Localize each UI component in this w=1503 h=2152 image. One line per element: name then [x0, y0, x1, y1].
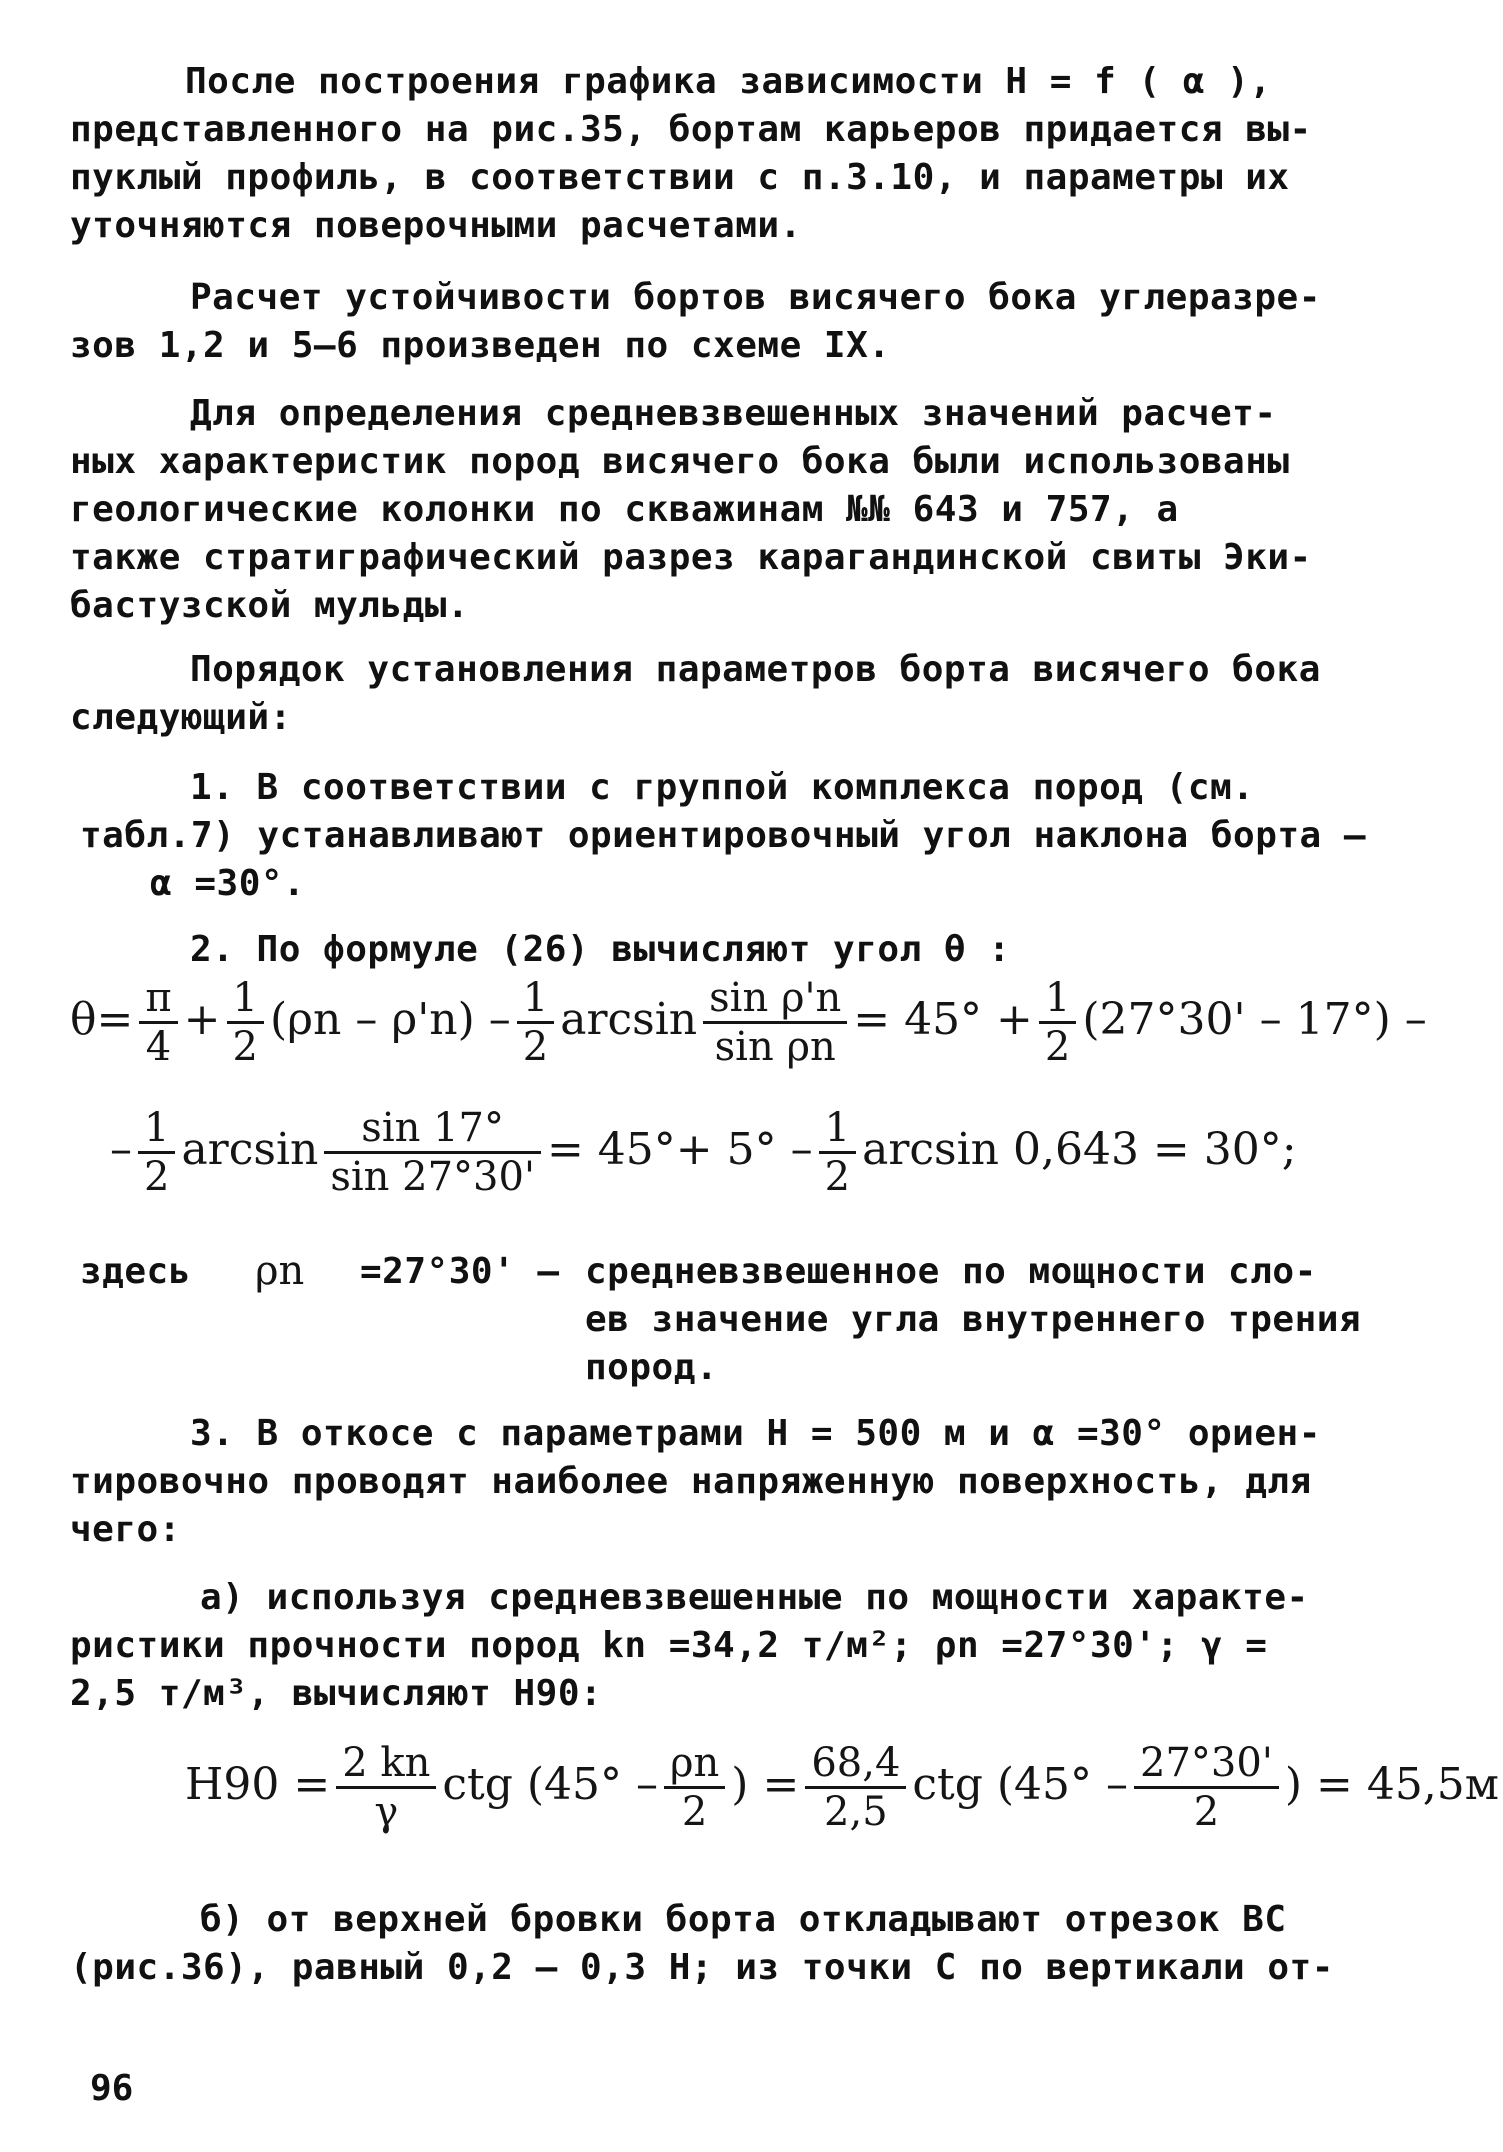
formula-h90: [185, 1740, 1499, 1835]
para2-line2: зов 1,2 и 5–6 произведен по схеме IX.: [70, 325, 891, 366]
formula1-arcsin: arcsin: [560, 994, 698, 1045]
step3b-line2: (рис.36), равный 0,2 – 0,3 H; из точки C по вертикали от-: [70, 1947, 1334, 1988]
step1-line1: 1. В соответствии с группой комплекса пород (см.: [190, 767, 1255, 808]
formula3-ctg1: ctg (45° –: [442, 1759, 659, 1810]
fraction-numerator: 27°30': [1140, 1740, 1273, 1786]
formula2-tail: arcsin 0,643 = 30°;: [862, 1124, 1297, 1175]
step1-line2: табл.7) устанавливают ориентировочный угол наклона борта –: [80, 815, 1367, 856]
formula1-lhs: θ=: [70, 994, 134, 1045]
para4-line1: Порядок установления параметров борта висячего бока: [190, 649, 1321, 690]
formula2-arcsin: arcsin: [181, 1124, 319, 1175]
formula2-minus: –: [110, 1124, 132, 1175]
fraction-denominator: sin ρn: [703, 1021, 847, 1070]
fraction-numerator: 1: [144, 1105, 170, 1151]
fraction-half: [138, 1105, 175, 1200]
fraction-numerator: 1: [522, 975, 549, 1021]
step2-intro: 2. По формуле (26) вычисляют угол θ :: [190, 929, 1011, 970]
para3-line3: геологические колонки по скважинам №№ 643 и 757, а: [70, 489, 1179, 530]
fraction-denominator: 2: [664, 1786, 725, 1835]
formula-theta-continued: [110, 1105, 1297, 1200]
here-desc-line1: средневзвешенное по мощности сло-: [585, 1251, 1317, 1292]
step3a-line2: ристики прочности пород kn =34,2 т/м²; ρn =27°30'; γ =: [70, 1625, 1268, 1666]
fraction-68-4: [805, 1740, 906, 1835]
para3-line4: также стратиграфический разрез карагандинской свиты Эки-: [70, 537, 1312, 578]
fraction-half: [819, 1105, 856, 1200]
page-number: 96: [90, 2068, 134, 2109]
fraction-pi-4: [139, 975, 177, 1070]
here-desc-line3: пород.: [585, 1347, 719, 1388]
fraction-denominator: 2,5: [805, 1786, 906, 1835]
fraction-numerator: sin ρ'n: [709, 975, 842, 1021]
para3-line2: ных характеристик пород висячего бока были использованы: [70, 441, 1290, 482]
para3-line5: бастузской мульды.: [70, 585, 470, 626]
para1-line1: После построения графика зависимости H = f ( α ),: [185, 61, 1272, 102]
fraction-angle-half: [1134, 1740, 1279, 1835]
para4-line2: следующий:: [70, 697, 292, 738]
step3a-line1: а) используя средневзвешенные по мощности характе-: [200, 1577, 1309, 1618]
formula1-plus: +: [183, 994, 221, 1045]
fraction-denominator: γ: [336, 1786, 436, 1835]
fraction-numerator: 1: [824, 1105, 851, 1151]
fraction-numerator: ρn: [670, 1740, 720, 1786]
here-symbol: ρn: [255, 1248, 305, 1294]
here-desc-line2: ев значение угла внутреннего трения: [585, 1299, 1362, 1340]
formula-theta: [70, 975, 1427, 1070]
step3-line3: чего:: [70, 1509, 181, 1550]
fraction-denominator: 2: [227, 1021, 264, 1070]
fraction-numerator: π: [145, 975, 172, 1021]
fraction-rho-half: [664, 1740, 725, 1835]
fraction-denominator: sin 27°30': [324, 1151, 541, 1200]
fraction-denominator: 2: [819, 1151, 856, 1200]
step3-line2: тировочно проводят наиболее напряженную поверхность, для: [70, 1461, 1312, 1502]
step1-line3: α =30°.: [150, 863, 306, 904]
fraction-numerator: 2 kn: [342, 1740, 431, 1786]
formula1-paren: (ρn – ρ'n) –: [269, 994, 511, 1045]
here-value: =27°30' –: [360, 1251, 560, 1292]
fraction-2kn-gamma: [336, 1740, 436, 1835]
formula3-ctg2: ctg (45° –: [912, 1759, 1129, 1810]
para1-line4: уточняются поверочными расчетами.: [70, 205, 802, 246]
fraction-sin-ratio: [324, 1105, 541, 1200]
fraction-denominator: 2: [138, 1151, 175, 1200]
fraction-numerator: sin 17°: [361, 1105, 504, 1151]
formula3-eq: ) =: [731, 1759, 800, 1810]
formula3-tail: ) = 45,5м: [1284, 1759, 1500, 1810]
fraction-numerator: 1: [1044, 975, 1071, 1021]
para3-line1: Для определения средневзвешенных значений расчет-: [190, 393, 1277, 434]
fraction-denominator: 2: [1039, 1021, 1076, 1070]
step3b-line1: б) от верхней бровки борта откладывают отрезок BC: [200, 1899, 1287, 1940]
formula1-tail: (27°30' – 17°) –: [1082, 994, 1427, 1045]
fraction-half: [1039, 975, 1076, 1070]
here-word: здесь: [80, 1251, 191, 1292]
step3-line1: 3. В откосе с параметрами H = 500 м и α =30° ориен-: [190, 1413, 1321, 1454]
para1-line3: пуклый профиль, в соответствии с п.3.10, и параметры их: [70, 157, 1290, 198]
fraction-half: [227, 975, 264, 1070]
fraction-denominator: 2: [517, 1021, 554, 1070]
step3a-line3: 2,5 т/м³, вычисляют H90:: [70, 1673, 603, 1714]
fraction-numerator: 68,4: [811, 1740, 901, 1786]
fraction-half: [517, 975, 554, 1070]
formula3-lhs: H90 =: [185, 1759, 331, 1810]
fraction-denominator: 2: [1134, 1786, 1279, 1835]
para2-line1: Расчет устойчивости бортов висячего бока углеразре-: [190, 277, 1321, 318]
fraction-sin-ratio: [703, 975, 847, 1070]
formula2-mid: = 45°+ 5° –: [546, 1124, 813, 1175]
para1-line2: представленного на рис.35, бортам карьеров придается вы-: [70, 109, 1312, 150]
fraction-denominator: 4: [139, 1021, 177, 1070]
formula1-eq: = 45° +: [853, 994, 1033, 1045]
fraction-numerator: 1: [232, 975, 258, 1021]
